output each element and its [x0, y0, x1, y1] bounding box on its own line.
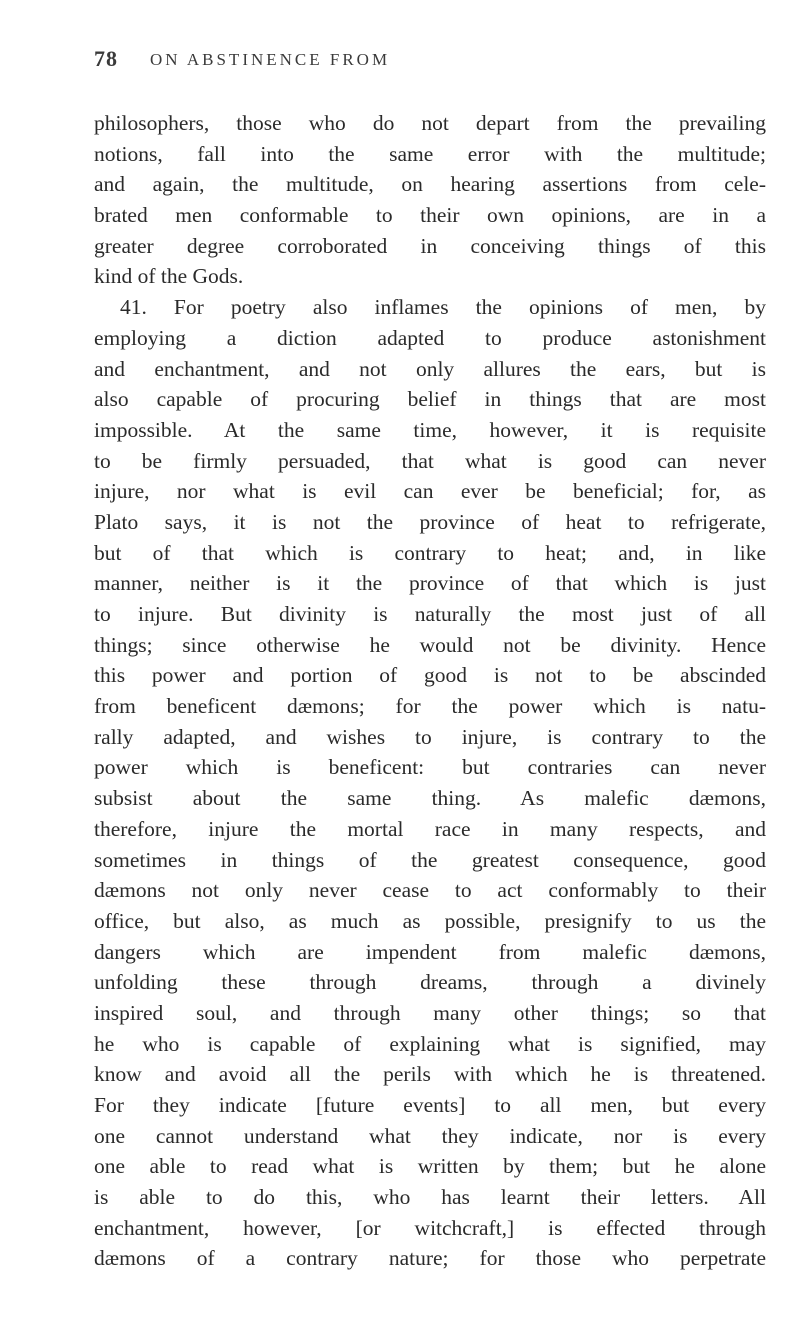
- text-line: power which is beneficent: but contraries can never: [94, 755, 766, 780]
- text-line: injure, nor what is evil can ever be beneficial; for, as: [94, 479, 766, 504]
- text-line: to injure. But divinity is naturally the most just of all: [94, 602, 766, 626]
- text-line: Plato says, it is not the province of heat to refrigerate,: [94, 509, 766, 534]
- text-line: to be firmly persuaded, that what is good can never: [94, 448, 766, 473]
- text-line: is able to do this, who has learnt their letters. All: [94, 1185, 766, 1210]
- text-line: philosophers, those who do not depart from the prevailing: [94, 111, 766, 135]
- text-line: dæmons not only never cease to act conformably to their: [94, 878, 766, 903]
- text-line: dæmons of a contrary nature; for those who perpetrate: [94, 1246, 766, 1271]
- text-line: manner, neither is it the province of that which is just: [94, 571, 766, 596]
- text-line: from beneficent dæmons; for the power which is natu-: [94, 694, 766, 719]
- text-line: impossible. At the same time, however, it is requisite: [94, 417, 766, 442]
- text-line: dangers which are impendent from malefic dæmons,: [94, 939, 766, 964]
- page-header: [94, 46, 754, 76]
- text-line: inspired soul, and through many other things; so that: [94, 1000, 766, 1025]
- body-text: [94, 108, 766, 1274]
- text-line: rally adapted, and wishes to injure, is contrary to the: [94, 724, 766, 749]
- text-line: notions, fall into the same error with the multitude;: [94, 141, 766, 166]
- text-line: unfolding these through dreams, through a divinely: [94, 970, 766, 995]
- text-line: sometimes in things of the greatest consequence, good: [94, 847, 766, 872]
- text-line: For they indicate [future events] to all men, but every: [94, 1093, 766, 1117]
- text-line: kind of the Gods.: [94, 264, 244, 289]
- text-line: one cannot understand what they indicate, nor is every: [94, 1123, 766, 1148]
- text-line: this power and portion of good is not to be abscinded: [94, 663, 766, 688]
- text-line: and enchantment, and not only allures the ears, but is: [94, 356, 766, 381]
- text-line: also capable of procuring belief in things that are most: [94, 387, 766, 412]
- page-number: 78: [94, 46, 118, 71]
- text-line: 41. For poetry also inflames the opinions of men, by: [120, 295, 766, 320]
- text-line: but of that which is contrary to heat; and, in like: [94, 540, 766, 565]
- text-line: know and avoid all the perils with which he is threatened.: [94, 1062, 766, 1087]
- text-line: greater degree corroborated in conceiving things of this: [94, 233, 766, 258]
- text-line: subsist about the same thing. As malefic dæmons,: [94, 786, 766, 811]
- running-head: ON ABSTINENCE FROM: [150, 50, 391, 69]
- text-line: brated men conformable to their own opinions, are in a: [94, 203, 766, 228]
- text-line: enchantment, however, [or witchcraft,] is effected through: [94, 1215, 766, 1240]
- text-line: office, but also, as much as possible, presignify to us the: [94, 908, 766, 933]
- text-line: and again, the multitude, on hearing assertions from cele-: [94, 172, 766, 197]
- text-line: therefore, injure the mortal race in many respects, and: [94, 816, 766, 841]
- text-line: one able to read what is written by them; but he alone: [94, 1154, 766, 1179]
- text-line: things; since otherwise he would not be divinity. Hence: [94, 632, 766, 657]
- text-line: employing a diction adapted to produce astonishment: [94, 325, 766, 350]
- text-line: he who is capable of explaining what is signified, may: [94, 1031, 766, 1056]
